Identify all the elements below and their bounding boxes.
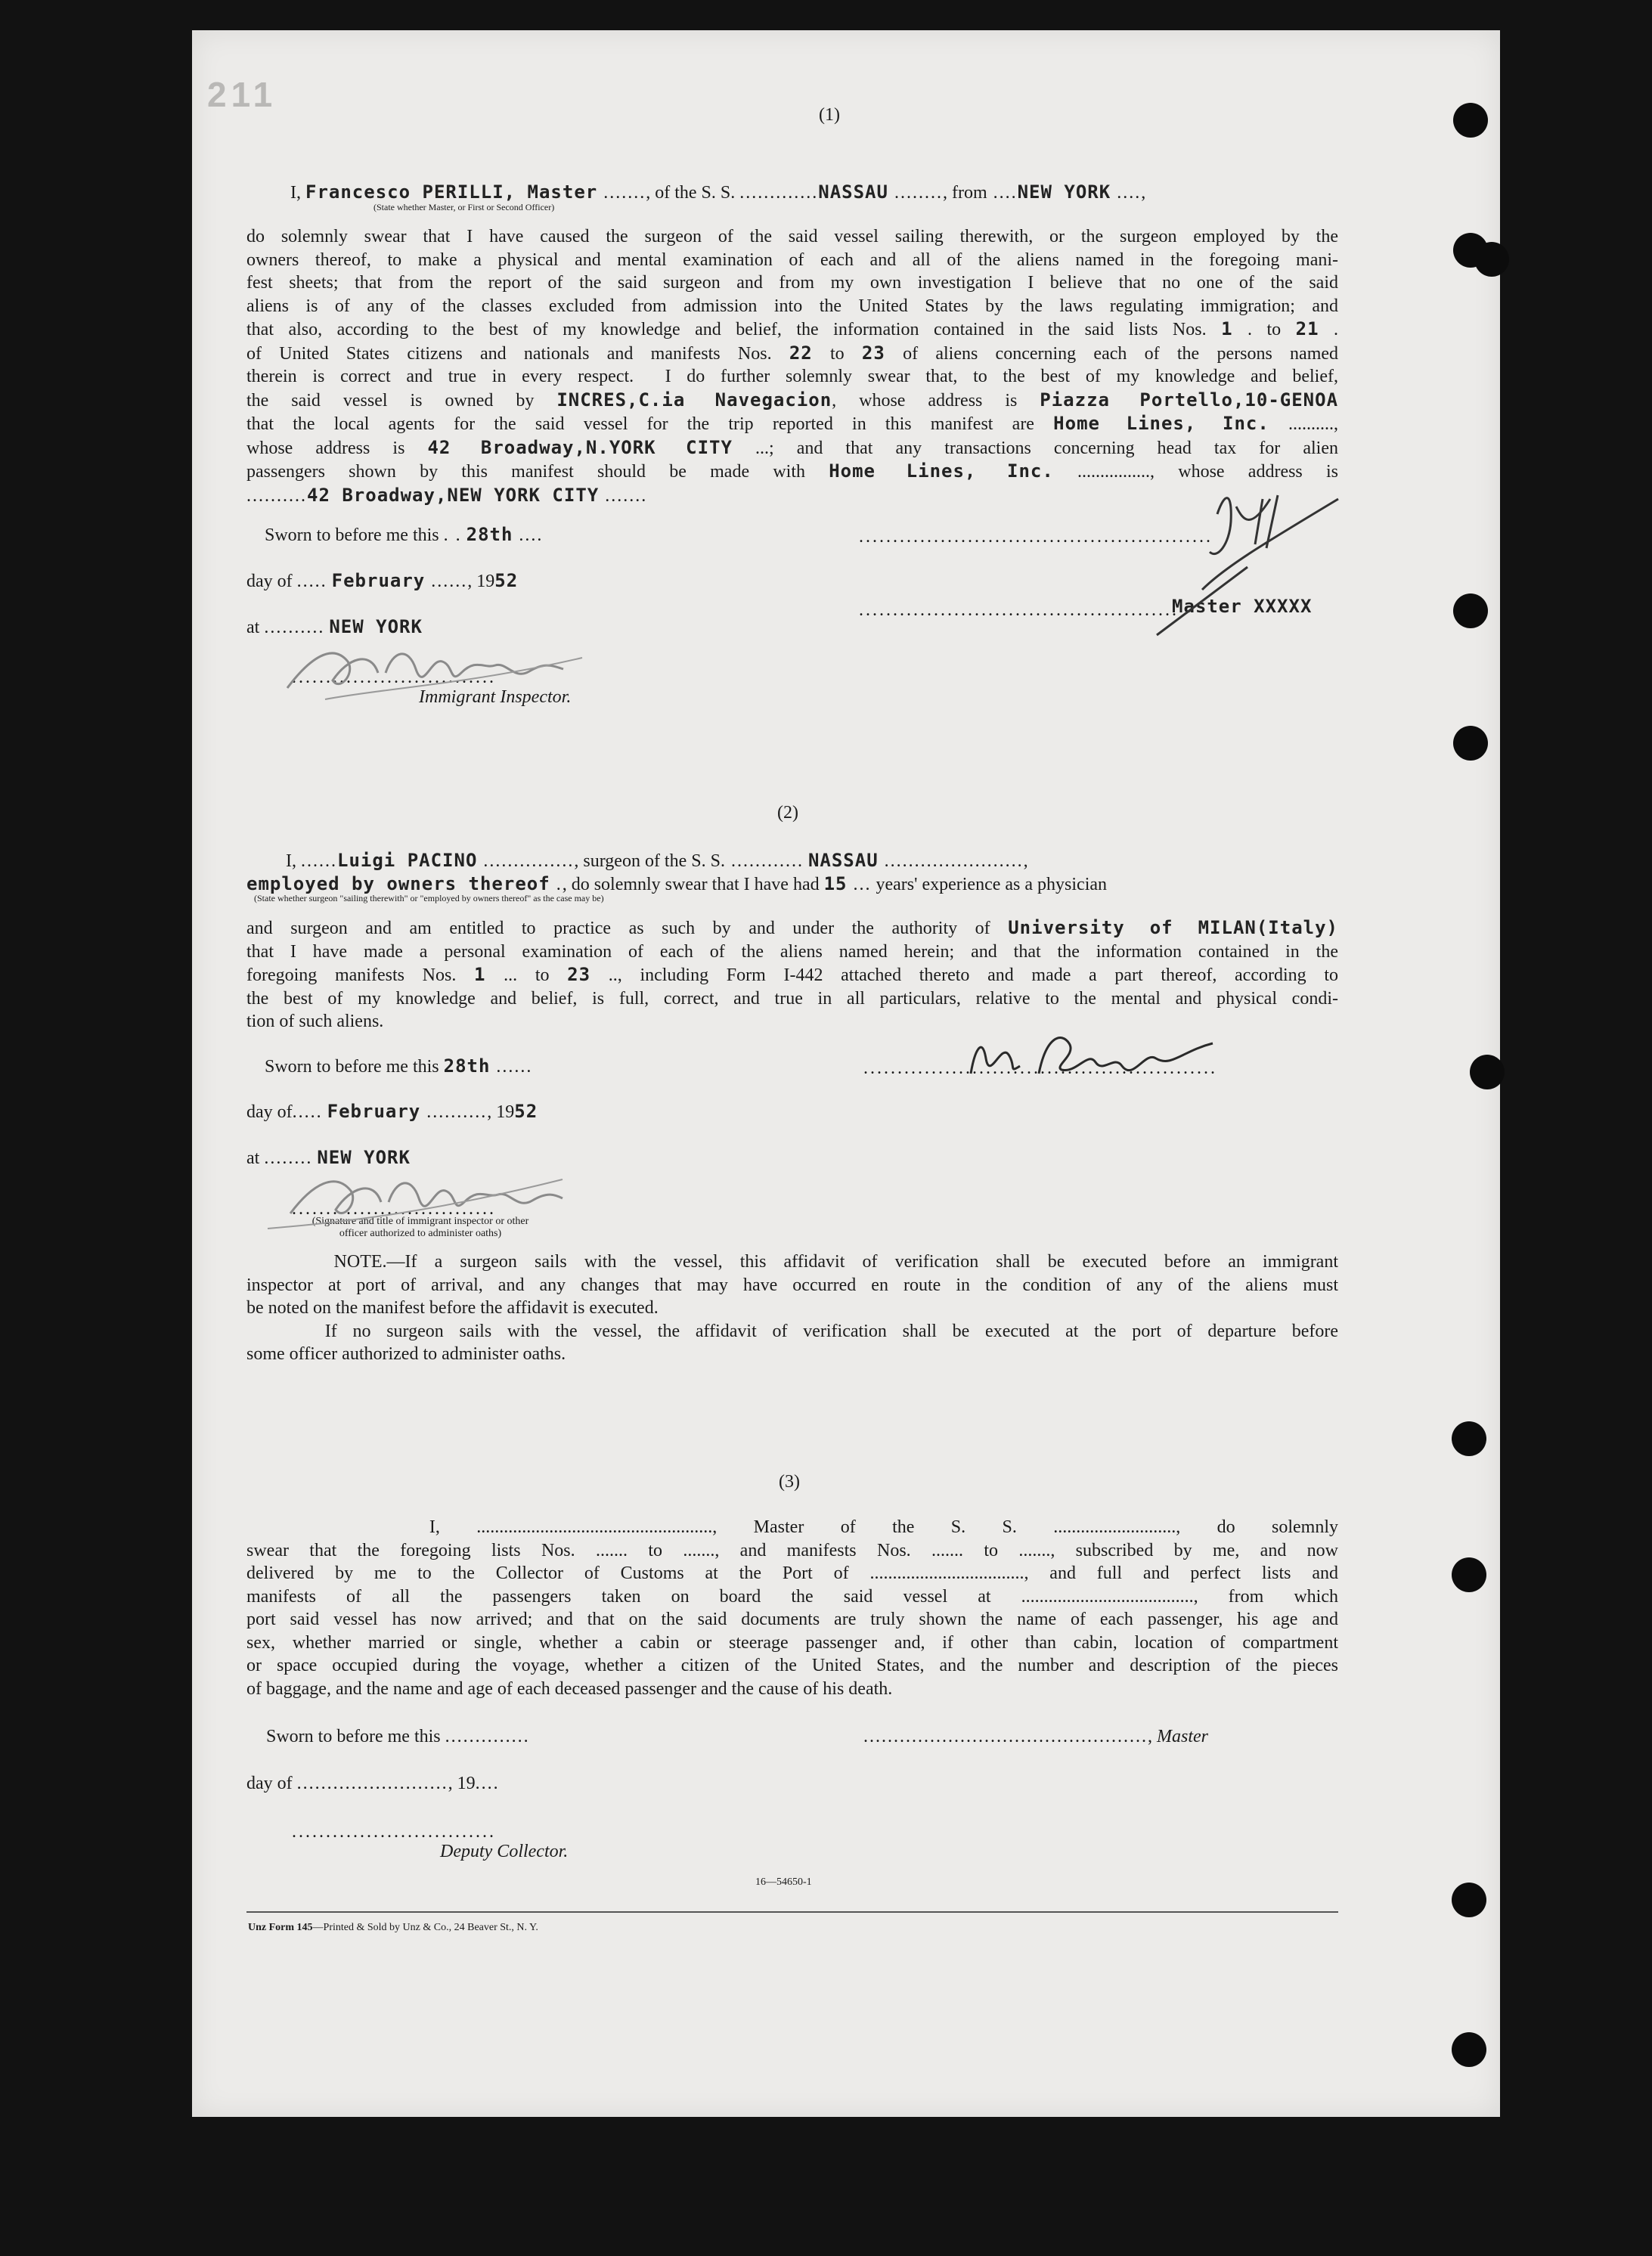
s2-note-text-1: —If a surgeon sails with the vessel, this affidavit of verification shall be executed before an immigrant — [386, 1252, 1338, 1272]
s2-authority: University of MILAN(Italy) — [1008, 917, 1338, 938]
s1-inspector-dots: .............................. — [292, 668, 496, 687]
s2-oath-paragraph: and surgeon and am entitled to practice as such by and under the authority of University of MILAN(Italy) that I have made a personal examination of each of the aliens named herein; and that the information contained in the foregoing manifests Nos. 1 ... to 23 .., including Form I-442 attached thereto and made a part thereof, according to the best of my knowledge and belief, is full, correct, and true in all particulars, relative to the mental and physical condi- tion of such aliens. — [246, 917, 1338, 1031]
printer-bold: Unz Form 145 — [248, 1922, 313, 1933]
s1-lists-to: 21 — [1295, 318, 1319, 339]
s2-note-paragraph: NOTE.—If a surgeon sails with the vessel, this affidavit of verification shall be executed before an immigrant inspector at port of arrival, and any changes that may have occurred en route in the condition of any of the aliens must be noted on the manifest before the affidavit is executed. If no surgeon sails with the vessel, the affidavit of verification shall be executed at the port of departure before some officer authorized to administer oaths. — [246, 1252, 1338, 1364]
s2-surgeon-line: I, ......Luigi PACINO ..............., surgeon of the S. S. ............ NASSAU ......................., — [286, 850, 1028, 871]
s1-day-of-line: day of ..... February ......, 1952 — [246, 570, 519, 591]
s1-oath-paragraph: do solemnly swear that I have caused the surgeon of the said vessel sailing therewith, or the surgeon employed by the owners thereof, to make a physical and mental examination of each and all of the aliens named in the foregoing mani- fest sheets; that from the report of the said surgeon and from my own investigation I believe that no one of the said aliens is of any of the classes excluded from admission into the United States by the laws regulating immigration; and that also, according to the best of my knowledge and belief, the information contained in the said lists Nos. 1 . to 21 . of United States citizens and nationals and manifests Nos. 22 to 23 of aliens concerning each of the persons named therein is correct and true in every respect. I do further solemnly swear that, to the best of my knowledge and belief, the said vessel is owned by INCRES,C.ia Navegacion, whose address is Piazza Portello,10-GENOA that the local agents for the said vessel for the trip reported in this manifest are Home Lines, Inc. .........., whose address is 42 Broadway,N.YORK CITY ...; and that any transactions concerning head tax for alien passengers shown by this manifest should be made with Home Lines, Inc. ................, whose address is ..........42 Broadway,NEW YORK CITY ....... — [246, 227, 1338, 506]
punch-hole — [1470, 1055, 1505, 1089]
section-3-number: (3) — [779, 1472, 800, 1492]
punch-hole — [1452, 1421, 1486, 1456]
s1-vessel: NASSAU — [818, 181, 888, 203]
s2-role-note: (State whether surgeon "sailing therewith" or "employed by owners thereof" as the case may be) — [254, 893, 604, 903]
s3-day-label: day of — [246, 1774, 293, 1793]
s2-inspector-signature — [253, 1157, 570, 1240]
s1-from-port: NEW YORK — [1017, 181, 1111, 203]
section-2-number: (2) — [777, 803, 798, 823]
s2-surgeon-signature — [956, 1021, 1243, 1089]
s2-role: employed by owners thereof — [246, 873, 550, 894]
s1-sworn-day: 28th — [466, 524, 513, 545]
punch-hole — [1453, 103, 1488, 138]
punch-hole — [1453, 593, 1488, 628]
s3-sworn-line: Sworn to before me this .............. — [266, 1727, 530, 1746]
s3-master-label: Master — [1157, 1727, 1208, 1746]
punch-hole — [1452, 1883, 1486, 1917]
s1-signer-title: Master XXXXX — [1172, 596, 1313, 617]
s1-line-declarant: I, Francesco PERILLI, Master ......., of the S. S. .............NASSAU ........, from ....NEW YORK ...., — [290, 181, 1146, 203]
s1-sworn-year: 52 — [494, 570, 519, 591]
s2-role-line: employed by owners thereof ., do solemnly swear that I have had 15 ... years' experience as a physician — [246, 873, 1108, 894]
s1-manifests-from: 22 — [789, 342, 813, 364]
s1-declarant-note: (State whether Master, or First or Second Officer) — [373, 202, 555, 212]
s1-sworn-line: Sworn to before me this . . 28th .... — [265, 524, 544, 545]
s2-day-of-line: day of..... February .........., 1952 — [246, 1101, 538, 1122]
s2-sworn-place: NEW YORK — [317, 1147, 411, 1168]
s2-surgeon-signature-line: .................................................... — [863, 1058, 1217, 1078]
s1-declarant: Francesco PERILLI, Master — [305, 181, 598, 203]
footer-rule — [246, 1911, 1338, 1913]
s1-owner: INCRES,C.ia Navegacion — [556, 389, 832, 411]
s1-sworn-month: February — [331, 570, 426, 591]
punch-hole — [1452, 1557, 1486, 1592]
s1-master-signature-line: .................................................... — [859, 527, 1213, 547]
section-1-number: (1) — [819, 105, 840, 125]
s1-inspector-signature — [280, 628, 597, 718]
s2-sworn-year: 52 — [514, 1101, 538, 1122]
s1-master-signature — [1111, 476, 1353, 643]
corner-mark: 211 — [207, 75, 277, 114]
printer-line — [248, 1922, 538, 1934]
s1-local-agents: Home Lines, Inc. — [1053, 413, 1269, 434]
s2-note-heading: NOTE. — [333, 1252, 387, 1272]
s1-sworn-place: NEW YORK — [329, 616, 423, 637]
s3-oath-paragraph: I, ...................................................., Master of the S. S. ..........................., do solemnly swear that the foregoing lists Nos. ....... to ......., and manifests Nos. ....... to ......., subscribed by me, and now delivered by me to the Collector of Customs at the Port of .................................., and full and perfect lists and manifests of all the passengers taken on board the said vessel at ......................................, from which port said vessel has now arrived; and that on the said documents are truly shown the name of each passenger, his age and sex, whether married or single, whether a cabin or steerage passenger and, if other than cabin, location of compartment or space occupied during the voyage, whether a citizen of the United States, and the number and description of the pieces of baggage, and the name and age of each deceased passenger and the cause of his death. — [246, 1517, 1338, 1699]
s3-year-prefix: 19 — [457, 1774, 476, 1793]
s3-master-line: ..............................................., Master — [863, 1727, 1208, 1746]
s1-manifests-to: 23 — [861, 342, 885, 364]
s2-at-line: at ........ NEW YORK — [246, 1147, 411, 1168]
s1-lists-from: 1 — [1221, 318, 1233, 339]
s2-inspector-dots: .............................. — [292, 1199, 496, 1219]
s2-manifests-to: 23 — [567, 964, 591, 985]
s3-deputy-dots: .............................. — [292, 1822, 496, 1842]
s2-years: 15 — [823, 873, 848, 894]
printer-text: —Printed & Sold by Unz & Co., 24 Beaver St., N. Y. — [312, 1922, 538, 1933]
s1-head-tax-address: 42 Broadway,NEW YORK CITY — [307, 484, 600, 506]
punch-hole — [1474, 242, 1509, 277]
s3-sworn-label: Sworn to before me this — [266, 1727, 441, 1746]
s1-master-dots: ............................................... — [859, 600, 1179, 620]
s2-vessel: NASSAU — [807, 850, 879, 871]
s2-sworn-month: February — [327, 1101, 421, 1122]
punch-hole — [1453, 726, 1488, 761]
punch-hole — [1452, 2032, 1486, 2067]
s1-at-line: at .......... NEW YORK — [246, 616, 423, 637]
s1-inspector-caption: Immigrant Inspector. — [419, 687, 572, 707]
s2-sworn-line: Sworn to before me this 28th ...... — [265, 1055, 533, 1077]
s2-signature-caption: (Signature and title of immigrant inspector or other officer authorized to administer oaths) — [311, 1216, 529, 1239]
s1-agents-address: 42 Broadway,N.YORK CITY — [427, 436, 733, 458]
manifest-affidavit-page — [192, 30, 1500, 2117]
s2-manifests-from: 1 — [474, 964, 486, 985]
s3-day-of-line: day of ........................., 19.... — [246, 1774, 500, 1793]
s2-surgeon: Luigi PACINO — [337, 850, 478, 871]
s2-sworn-day: 28th — [443, 1055, 491, 1077]
s3-deputy-caption: Deputy Collector. — [440, 1842, 569, 1861]
s1-owner-address: Piazza Portello,10-GENOA — [1040, 389, 1338, 411]
form-code: 16—54650-1 — [755, 1876, 812, 1888]
s1-head-tax-agent: Home Lines, Inc. — [829, 460, 1054, 482]
